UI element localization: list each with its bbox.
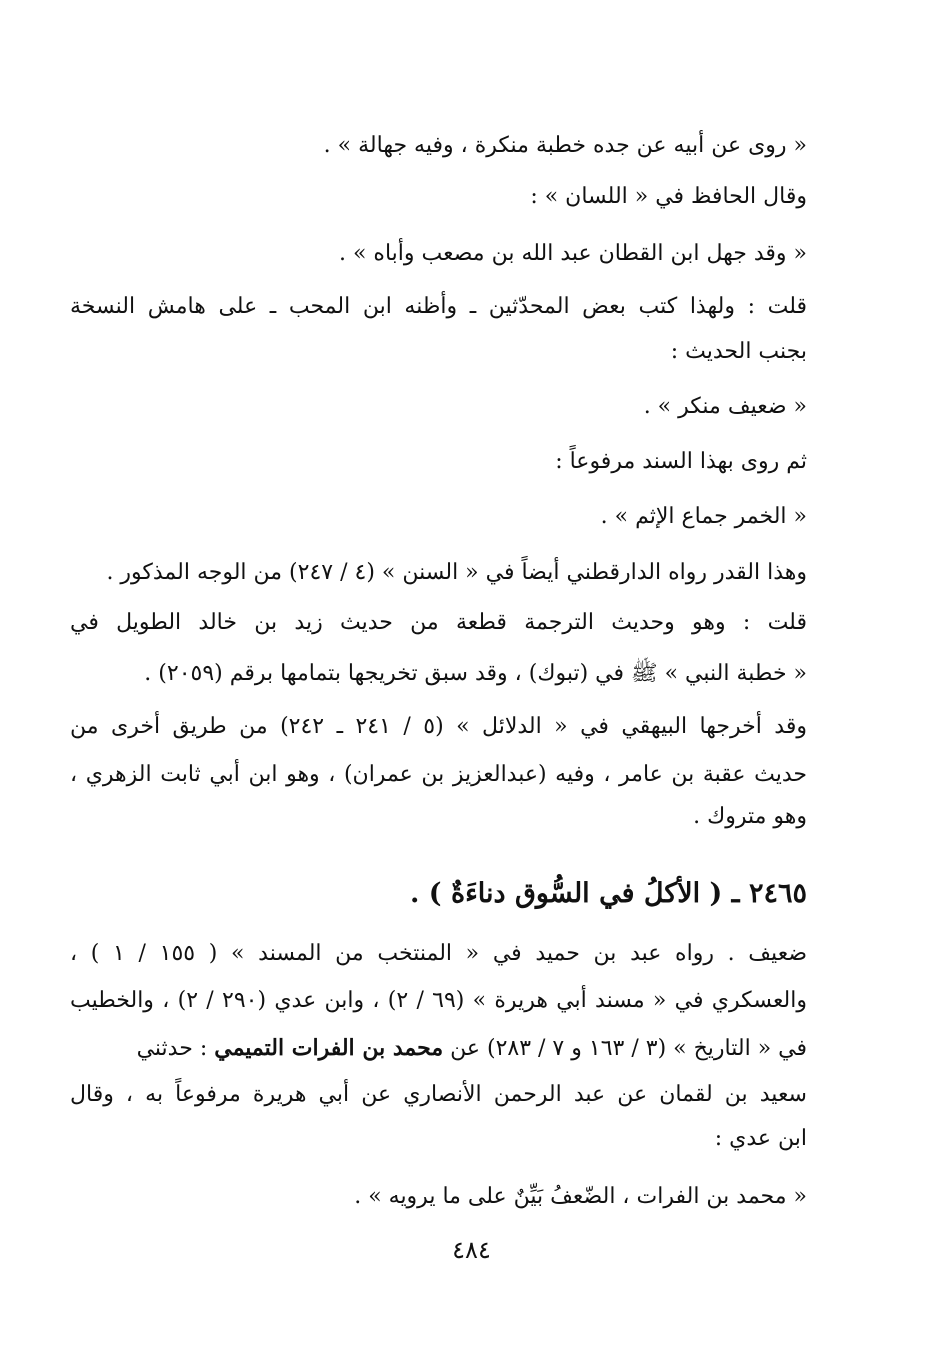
page-number: ٤٨٤ [452, 1236, 491, 1264]
text-line: ضعيف . رواه عبد بن حميد في « المنتخب من المسند » ( ١٥٥ / ١ ) ، [70, 941, 807, 966]
text-line: وقال الحافظ في « اللسان » : [530, 184, 807, 209]
text-line: « ضعيف منكر » . [643, 394, 807, 419]
text-segment: في « التاريخ » (٣ / ١٦٣ و ٧ / ٢٨٣) عن [443, 1036, 807, 1061]
text-line: وهذا القدر رواه الدارقطني أيضاً في « السنن » (٤ / ٢٤٧) من الوجه المذكور . [106, 560, 807, 585]
text-line: « الخمر جماع الإثم » . [600, 504, 807, 529]
text-line: قلت : وهو وحديث الترجمة قطعة من حديث زيد بن خالد الطويل في [70, 610, 807, 635]
text-line: وقد أخرجها البيهقي في « الدلائل » (٥ / ٢٤١ ـ ٢٤٢) من طريق أخرى من [70, 714, 807, 739]
text-line: ثم روى بهذا السند مرفوعاً : [555, 449, 807, 474]
text-segment: : حدثني [136, 1036, 215, 1061]
text-line: والعسكري في « مسند أبي هريرة » (٦٩ / ٢) ، وابن عدي (٢٩٠ / ٢) ، والخطيب [70, 988, 807, 1013]
text-line: وهو متروك . [693, 804, 807, 829]
text-line: بجنب الحديث : [670, 339, 807, 364]
text-line: حديث عقبة بن عامر ، وفيه (عبدالعزيز بن عمران) ، وهو ابن أبي ثابت الزهري ، [70, 762, 807, 787]
text-line: « روى عن أبيه عن جده خطبة منكرة ، وفيه جهالة » . [323, 133, 807, 158]
text-line-mixed [70, 1031, 807, 1066]
entry-heading: ٢٤٦٥ ـ ( الأكلُ في السُّوق دناءَةٌ ) . [409, 878, 807, 909]
text-line: « خطبة النبي » ﷺ في (تبوك) ، وقد سبق تخريجها بتمامها برقم (٢٠٥٩) . [144, 661, 807, 686]
bold-name: محمد بن الفرات التميمي [214, 1035, 444, 1061]
text-line: ابن عدي : [714, 1126, 807, 1151]
text-line: سعيد بن لقمان عن عبد الرحمن الأنصاري عن أبي هريرة مرفوعاً به ، وقال [70, 1082, 807, 1107]
text-line: « وقد جهل ابن القطان عبد الله بن مصعب وأباه » . [338, 241, 807, 266]
text-line: قلت : ولهذا كتب بعض المحدّثين ـ وأظنه ابن المحب ـ على هامش النسخة [70, 294, 807, 319]
text-line: « محمد بن الفرات ، الضّعفُ بَيِّنٌ على ما يرويه » . [354, 1184, 807, 1209]
